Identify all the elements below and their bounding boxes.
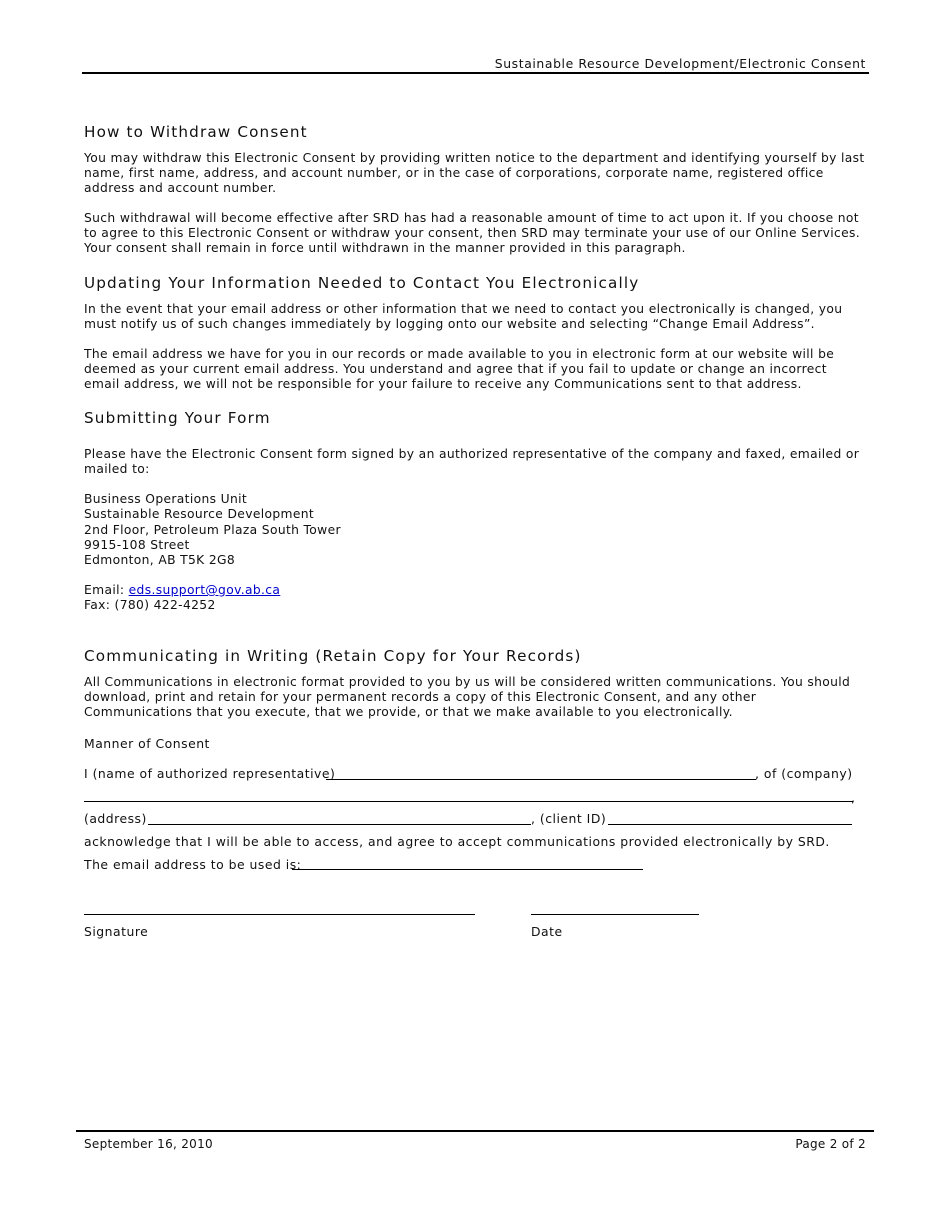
- email-used-label: The email address to be used is:: [84, 857, 302, 872]
- running-header: Sustainable Resource Development/Electronic Consent: [494, 56, 866, 71]
- signature-label: Signature: [84, 924, 149, 939]
- footer-date: September 16, 2010: [84, 1137, 213, 1151]
- address-line: Sustainable Resource Development: [84, 507, 315, 521]
- communicating-heading: Communicating in Writing (Retain Copy for Your Records): [84, 647, 582, 665]
- client-id-field[interactable]: [608, 824, 852, 825]
- address-label: (address): [84, 811, 147, 826]
- signature-field[interactable]: [84, 914, 475, 915]
- company-field[interactable]: [84, 801, 853, 802]
- manner-of-consent-label: Manner of Consent: [84, 736, 210, 751]
- company-label: , of (company): [755, 766, 853, 781]
- date-label: Date: [531, 924, 563, 939]
- submitting-paragraph: Please have the Electronic Consent form signed by an authorized representative of the company and faxed, emailed or mailed to:: [84, 447, 860, 477]
- address-line: Edmonton, AB T5K 2G8: [84, 553, 236, 567]
- updating-paragraph-2: The email address we have for you in our records or made available to you in electronic form at our website will be deemed as your current email address. You understand and agree that if you fail to update or change an incorrect email address, we will not be responsible for your failure to receive any Communications sent to that address.: [84, 347, 835, 392]
- submitting-heading: Submitting Your Form: [84, 409, 271, 427]
- address-line: Business Operations Unit: [84, 492, 248, 506]
- date-field[interactable]: [531, 914, 699, 915]
- acknowledge-text: acknowledge that I will be able to access, and agree to accept communications provided electronically by SRD.: [84, 834, 830, 849]
- client-id-label: , (client ID): [531, 811, 607, 826]
- updating-heading: Updating Your Information Needed to Contact You Electronically: [84, 274, 640, 292]
- communicating-paragraph: All Communications in electronic format provided to you by us will be considered written communications. You should download, print and retain for your permanent records a copy of this Electronic Consent, and any other Communications that you execute, that we provide, or that we make available to you electronically.: [84, 675, 851, 720]
- withdraw-heading: How to Withdraw Consent: [84, 123, 308, 141]
- email-link[interactable]: eds.support@gov.ab.ca: [128, 583, 281, 597]
- withdraw-paragraph-1: You may withdraw this Electronic Consent by providing written notice to the department and identifying yourself by last name, first name, address, and account number, or in the case of corporations, corporate name, registered office address and account number.: [84, 151, 865, 196]
- email-used-field[interactable]: [292, 869, 643, 870]
- footer-rule: [76, 1130, 874, 1132]
- address-field[interactable]: [148, 824, 531, 825]
- email-label: Email:: [84, 583, 125, 597]
- name-field[interactable]: [326, 779, 756, 780]
- email-line: [84, 583, 280, 598]
- withdraw-paragraph-2: Such withdrawal will become effective after SRD has had a reasonable amount of time to act upon it. If you choose not to agree to this Electronic Consent or withdraw your consent, then SRD may terminate your use of our Online Services. Your consent shall remain in force until withdrawn in the manner provided in this paragraph.: [84, 211, 861, 256]
- address-line: 9915-108 Street: [84, 538, 190, 552]
- header-rule: [82, 72, 869, 74]
- company-comma: ,: [851, 790, 856, 805]
- fax-line: Fax: (780) 422-4252: [84, 598, 216, 612]
- page-number: Page 2 of 2: [795, 1137, 866, 1151]
- name-label: I (name of authorized representative): [84, 766, 336, 781]
- address-line: 2nd Floor, Petroleum Plaza South Tower: [84, 523, 341, 537]
- updating-paragraph-1: In the event that your email address or other information that we need to contact you electronically is changed, you must notify us of such changes immediately by logging onto our website and selecting “Change Email Address”.: [84, 302, 843, 332]
